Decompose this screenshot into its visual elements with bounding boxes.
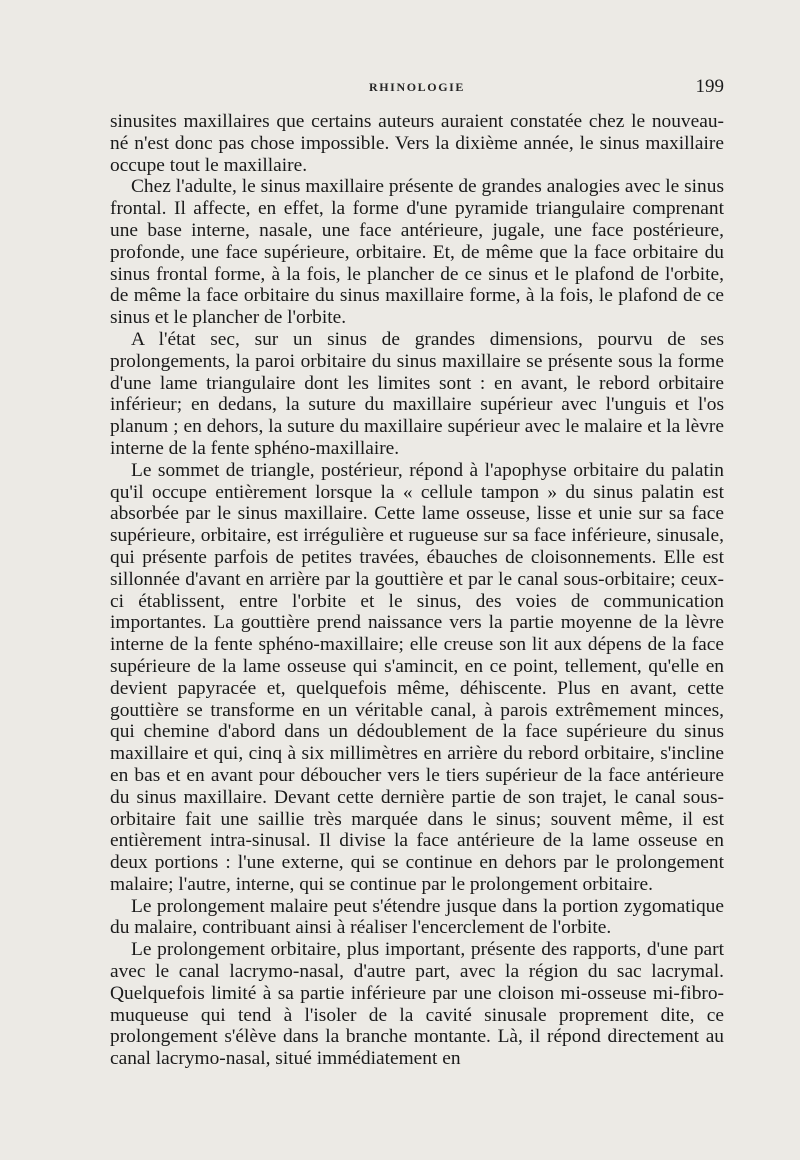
paragraph: sinusites maxillaires que certains auteurs auraient constatée chez le nouveau-né n'est donc pas chose impossible. Vers la dixième année, le sinus maxillaire occupe tout le maxillaire. [110, 111, 724, 176]
running-title: RHINOLOGIE [368, 80, 465, 94]
paragraph: Chez l'adulte, le sinus maxillaire présente de grandes analogies avec le sinus frontal. Il affecte, en effet, la forme d'une pyramide triangulaire comprenant une base interne, nasale, une face antérieure, jugale, une face postérieure, profonde, une face supérieure, orbitaire. Et, de même que la face orbitaire du sinus frontal forme, à la fois, le plancher de ce sinus et le plafond de l'orbite, de même la face orbitaire du sinus maxillaire forme, à la fois, le plafond de ce sinus et le plancher de l'orbite. [110, 176, 724, 329]
body-text [110, 111, 724, 1070]
paragraph: Le sommet de triangle, postérieur, répond à l'apophyse orbitaire du palatin qu'il occupe entièrement lorsque la « cellule tampon » du sinus palatin est absorbée par le sinus maxillaire. Cette lame osseuse, lisse et unie sur sa face supérieure, orbitaire, est irrégulière et rugueuse sur sa face inférieure, sinusale, qui présente parfois de petites travées, ébauches de cloisonnements. Elle est sillonnée d'avant en arrière par la gouttière et par le canal sous-orbitaire; ceux-ci établissent, entre l'orbite et le sinus, des voies de communication importantes. La gouttière prend naissance vers la partie moyenne de la lèvre interne de la fente sphéno-maxillaire; elle creuse son lit aux dépens de la face supérieure de la lame osseuse qui s'amincit, en ce point, tellement, qu'elle en devient papyracée et, quelquefois même, déhiscente. Plus en avant, cette gouttière se transforme en un véritable canal, à parois extrêmement minces, qui chemine d'abord dans un dédoublement de la face supérieure du sinus maxillaire et qui, cinq à six millimètres en arrière du rebord orbitaire, s'incline en bas et en avant pour déboucher vers le tiers supérieur de la face antérieure du sinus maxillaire. Devant cette dernière partie de son trajet, le canal sous-orbitaire fait une saillie très marquée dans le sinus; souvent même, il est entièrement intra-sinusal. Il divise la face antérieure de la lame osseuse en deux portions : l'une externe, qui se continue en dehors par le prolongement malaire; l'autre, interne, qui se continue par le prolongement orbitaire. [110, 459, 724, 895]
paragraph: Le prolongement malaire peut s'étendre jusque dans la portion zygomatique du malaire, contribuant ainsi à réaliser l'encerclement de l'orbite. [110, 895, 724, 939]
page-number: 199 [695, 76, 724, 97]
paragraph: A l'état sec, sur un sinus de grandes dimensions, pourvu de ses prolongements, la paroi orbitaire du sinus maxillaire se présente sous la forme d'une lame triangulaire dont les limites sont : en avant, le rebord orbitaire inférieur; en dedans, la suture du maxillaire supérieur avec l'unguis et l'os planum ; en dehors, la suture du maxillaire supérieur avec le malaire et la lèvre interne de la fente sphéno-maxillaire. [110, 328, 724, 459]
paragraph: Le prolongement orbitaire, plus important, présente des rapports, d'une part avec le canal lacrymo-nasal, d'autre part, avec la région du sac lacrymal. Quelquefois limité à sa partie inférieure par une cloison mi-osseuse mi-fibro-muqueuse qui tend à l'isoler de la cavité sinusale proprement dite, ce prolongement s'élève dans la branche montante. Là, il répond directement au canal lacrymo-nasal, situé immédiatement en [110, 939, 724, 1070]
page-header [110, 76, 724, 100]
